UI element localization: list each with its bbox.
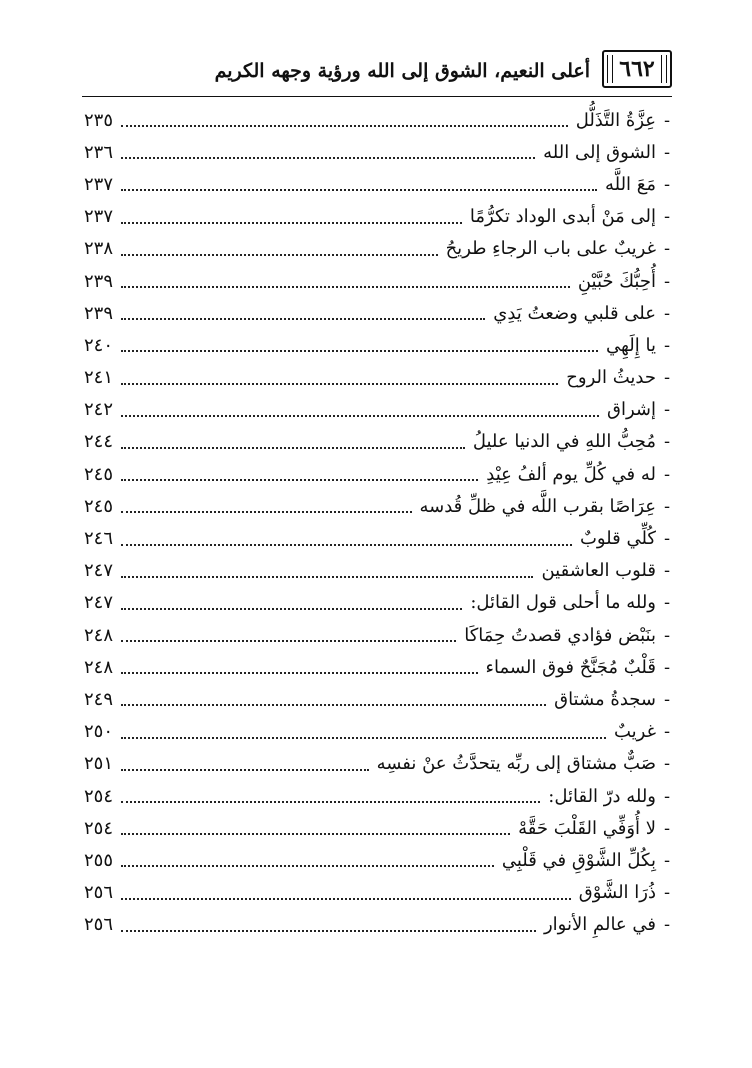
toc-dash: - <box>663 753 671 775</box>
toc-dash: - <box>663 656 671 678</box>
toc-entry <box>84 297 674 329</box>
page-header <box>82 50 672 98</box>
toc-entry-title: إلى مَنْ أبدى الوداد تكرُّمًا <box>469 206 656 228</box>
toc-entry-page: ٢٣٧ <box>84 173 114 195</box>
dot-leader <box>121 479 478 481</box>
toc-entry-title: ولله درّ القائل: <box>548 785 656 807</box>
toc-entry-page: ٢٣٧ <box>84 206 114 228</box>
toc-dash: - <box>663 785 671 807</box>
toc-entry-title: بنَبْض فؤادي قصدتُ حِمَاكَا <box>464 624 656 646</box>
dot-leader <box>121 801 540 803</box>
toc-dash: - <box>663 206 671 228</box>
toc-entry-page: ٢٥١ <box>84 753 114 775</box>
toc-entry-title: عِزَّةُ التَّذَلُّل <box>575 109 656 131</box>
dot-leader <box>121 737 606 739</box>
toc-entry-page: ٢٤٢ <box>84 399 114 421</box>
toc-entry-page: ٢٥٥ <box>84 849 114 871</box>
dot-leader <box>121 222 462 224</box>
toc-entry-title: غريبٌ <box>613 721 656 743</box>
toc-dash: - <box>663 141 671 163</box>
dot-leader <box>121 544 572 546</box>
toc-entry-title: مُحِبُّ اللهِ في الدنيا عليلُ <box>472 431 656 453</box>
toc-entry <box>84 748 674 780</box>
dot-leader <box>121 350 598 352</box>
dot-leader <box>121 125 568 127</box>
toc-dash: - <box>663 238 671 260</box>
toc-dash: - <box>663 528 671 550</box>
toc-entry-page: ٢٤١ <box>84 367 114 389</box>
toc-entry-page: ٢٣٦ <box>84 141 114 163</box>
toc-entry-title: ولله ما أحلى قول القائل: <box>470 592 656 614</box>
toc-entry-title: قلوب العاشقين <box>541 560 656 582</box>
dot-leader <box>121 833 510 835</box>
dot-leader <box>121 769 369 771</box>
toc-entry <box>84 362 674 394</box>
toc-entry-title: مَعَ اللَّه <box>604 173 656 195</box>
dot-leader <box>121 608 462 610</box>
dot-leader <box>121 254 438 256</box>
toc-dash: - <box>663 431 671 453</box>
dot-leader <box>121 286 570 288</box>
toc-entry <box>84 233 674 265</box>
toc-entry-page: ٢٤٥ <box>84 463 114 485</box>
toc-dash: - <box>663 721 671 743</box>
toc-dash: - <box>663 367 671 389</box>
toc-dash: - <box>663 334 671 356</box>
toc-entry-page: ٢٤٤ <box>84 431 114 453</box>
toc-dash: - <box>663 109 671 131</box>
toc-dash: - <box>663 849 671 871</box>
toc-entry-page: ٢٤٩ <box>84 688 114 710</box>
toc-entry-page: ٢٥٤ <box>84 817 114 839</box>
toc-entry-page: ٢٤٧ <box>84 560 114 582</box>
toc-entry-page: ٢٥٦ <box>84 914 114 936</box>
page-number: ٦٦٢ <box>602 50 672 88</box>
dot-leader <box>121 383 558 385</box>
dot-leader <box>121 576 533 578</box>
toc-dash: - <box>663 560 671 582</box>
toc-dash: - <box>663 399 671 421</box>
toc-entry-title: سجدةُ مشتاق <box>554 688 656 710</box>
toc-entry-title: الشوق إلى الله <box>543 141 656 163</box>
toc-entry-title: كُلِّي قلوبٌ <box>579 528 656 550</box>
dot-leader <box>121 865 494 867</box>
toc-entry <box>84 490 674 522</box>
toc-entry-page: ٢٤٨ <box>84 656 114 678</box>
toc-entry <box>84 522 674 554</box>
toc-entry-title: غريبٌ على باب الرجاءِ طريحُ <box>445 238 656 260</box>
toc-entry-title: ذُرَا الشَّوْق <box>578 882 656 904</box>
toc-entry-title: بِكُلِّ الشَّوْقِ في قَلْبِي <box>501 849 656 871</box>
dot-leader <box>121 898 571 900</box>
toc-entry <box>84 877 674 909</box>
dot-leader <box>121 511 411 513</box>
toc-entry-page: ٢٤٥ <box>84 495 114 517</box>
dot-leader <box>121 189 597 191</box>
toc-dash: - <box>663 495 671 517</box>
toc-entry-page: ٢٤٧ <box>84 592 114 614</box>
toc-entry-page: ٢٤٨ <box>84 624 114 646</box>
dot-leader <box>121 415 599 417</box>
toc-entry-title: يا إِلَهِي <box>605 334 656 356</box>
toc-dash: - <box>663 463 671 485</box>
toc-dash: - <box>663 302 671 324</box>
toc-entry-title: في عالمِ الأنوار <box>543 914 656 936</box>
toc-entry-page: ٢٥٦ <box>84 882 114 904</box>
toc-entry-title: أُحِبُّكَ حُبَّيْنِ <box>577 270 656 292</box>
toc-entry <box>84 651 674 683</box>
toc-entry <box>84 683 674 715</box>
toc-entry-title: عِرَاصًا بقرب اللَّه في ظلِّ قُدسه <box>419 495 656 517</box>
dot-leader <box>121 930 536 932</box>
toc-entry-page: ٢٤٦ <box>84 528 114 550</box>
toc-entry <box>84 844 674 876</box>
dot-leader <box>121 157 535 159</box>
toc-entry-page: ٢٥٠ <box>84 721 114 743</box>
toc-entry <box>84 201 674 233</box>
toc-entry-title: إشراق <box>607 399 656 421</box>
toc-entry <box>84 587 674 619</box>
toc-entry <box>84 104 674 136</box>
toc-entry <box>84 909 674 941</box>
toc-entry-title: له في كُلِّ يوم ألفُ عِيْدِ <box>486 463 656 485</box>
header-rule <box>82 96 672 97</box>
toc-entry <box>84 780 674 812</box>
toc-dash: - <box>663 624 671 646</box>
toc-entry <box>84 458 674 490</box>
dot-leader <box>121 318 485 320</box>
toc-entry-title: صَبٌّ مشتاق إلى ربِّه يتحدَّثُ عنْ نفسِه <box>376 753 656 775</box>
toc-entry-title: لا أُوَفِّي القَلْبَ حَقَّهْ <box>518 817 656 839</box>
toc-entry-page: ٢٥٤ <box>84 785 114 807</box>
toc-entry-page: ٢٤٠ <box>84 334 114 356</box>
table-of-contents <box>84 104 674 941</box>
toc-entry-title: على قلبي وضعتُ يَدِي <box>493 302 656 324</box>
toc-entry-title: قَلْبٌ مُجَنَّحٌ فوق السماء <box>485 656 656 678</box>
toc-entry <box>84 716 674 748</box>
toc-dash: - <box>663 270 671 292</box>
toc-entry-page: ٢٣٩ <box>84 270 114 292</box>
toc-entry <box>84 812 674 844</box>
toc-entry <box>84 426 674 458</box>
toc-entry <box>84 168 674 200</box>
dot-leader <box>121 672 478 674</box>
toc-entry <box>84 329 674 361</box>
toc-entry <box>84 555 674 587</box>
toc-dash: - <box>663 882 671 904</box>
toc-dash: - <box>663 817 671 839</box>
toc-dash: - <box>663 688 671 710</box>
toc-entry-page: ٢٣٥ <box>84 109 114 131</box>
toc-dash: - <box>663 914 671 936</box>
toc-entry-page: ٢٣٩ <box>84 302 114 324</box>
toc-entry-page: ٢٣٨ <box>84 238 114 260</box>
toc-dash: - <box>663 173 671 195</box>
dot-leader <box>121 447 465 449</box>
running-title: أعلى النعيم، الشوق إلى الله ورؤية وجهه الكريم <box>214 60 590 82</box>
dot-leader <box>121 704 546 706</box>
dot-leader <box>121 640 456 642</box>
toc-entry <box>84 394 674 426</box>
toc-entry <box>84 136 674 168</box>
toc-entry <box>84 265 674 297</box>
toc-entry <box>84 619 674 651</box>
toc-entry-title: حديثُ الروح <box>566 367 656 389</box>
toc-dash: - <box>663 592 671 614</box>
